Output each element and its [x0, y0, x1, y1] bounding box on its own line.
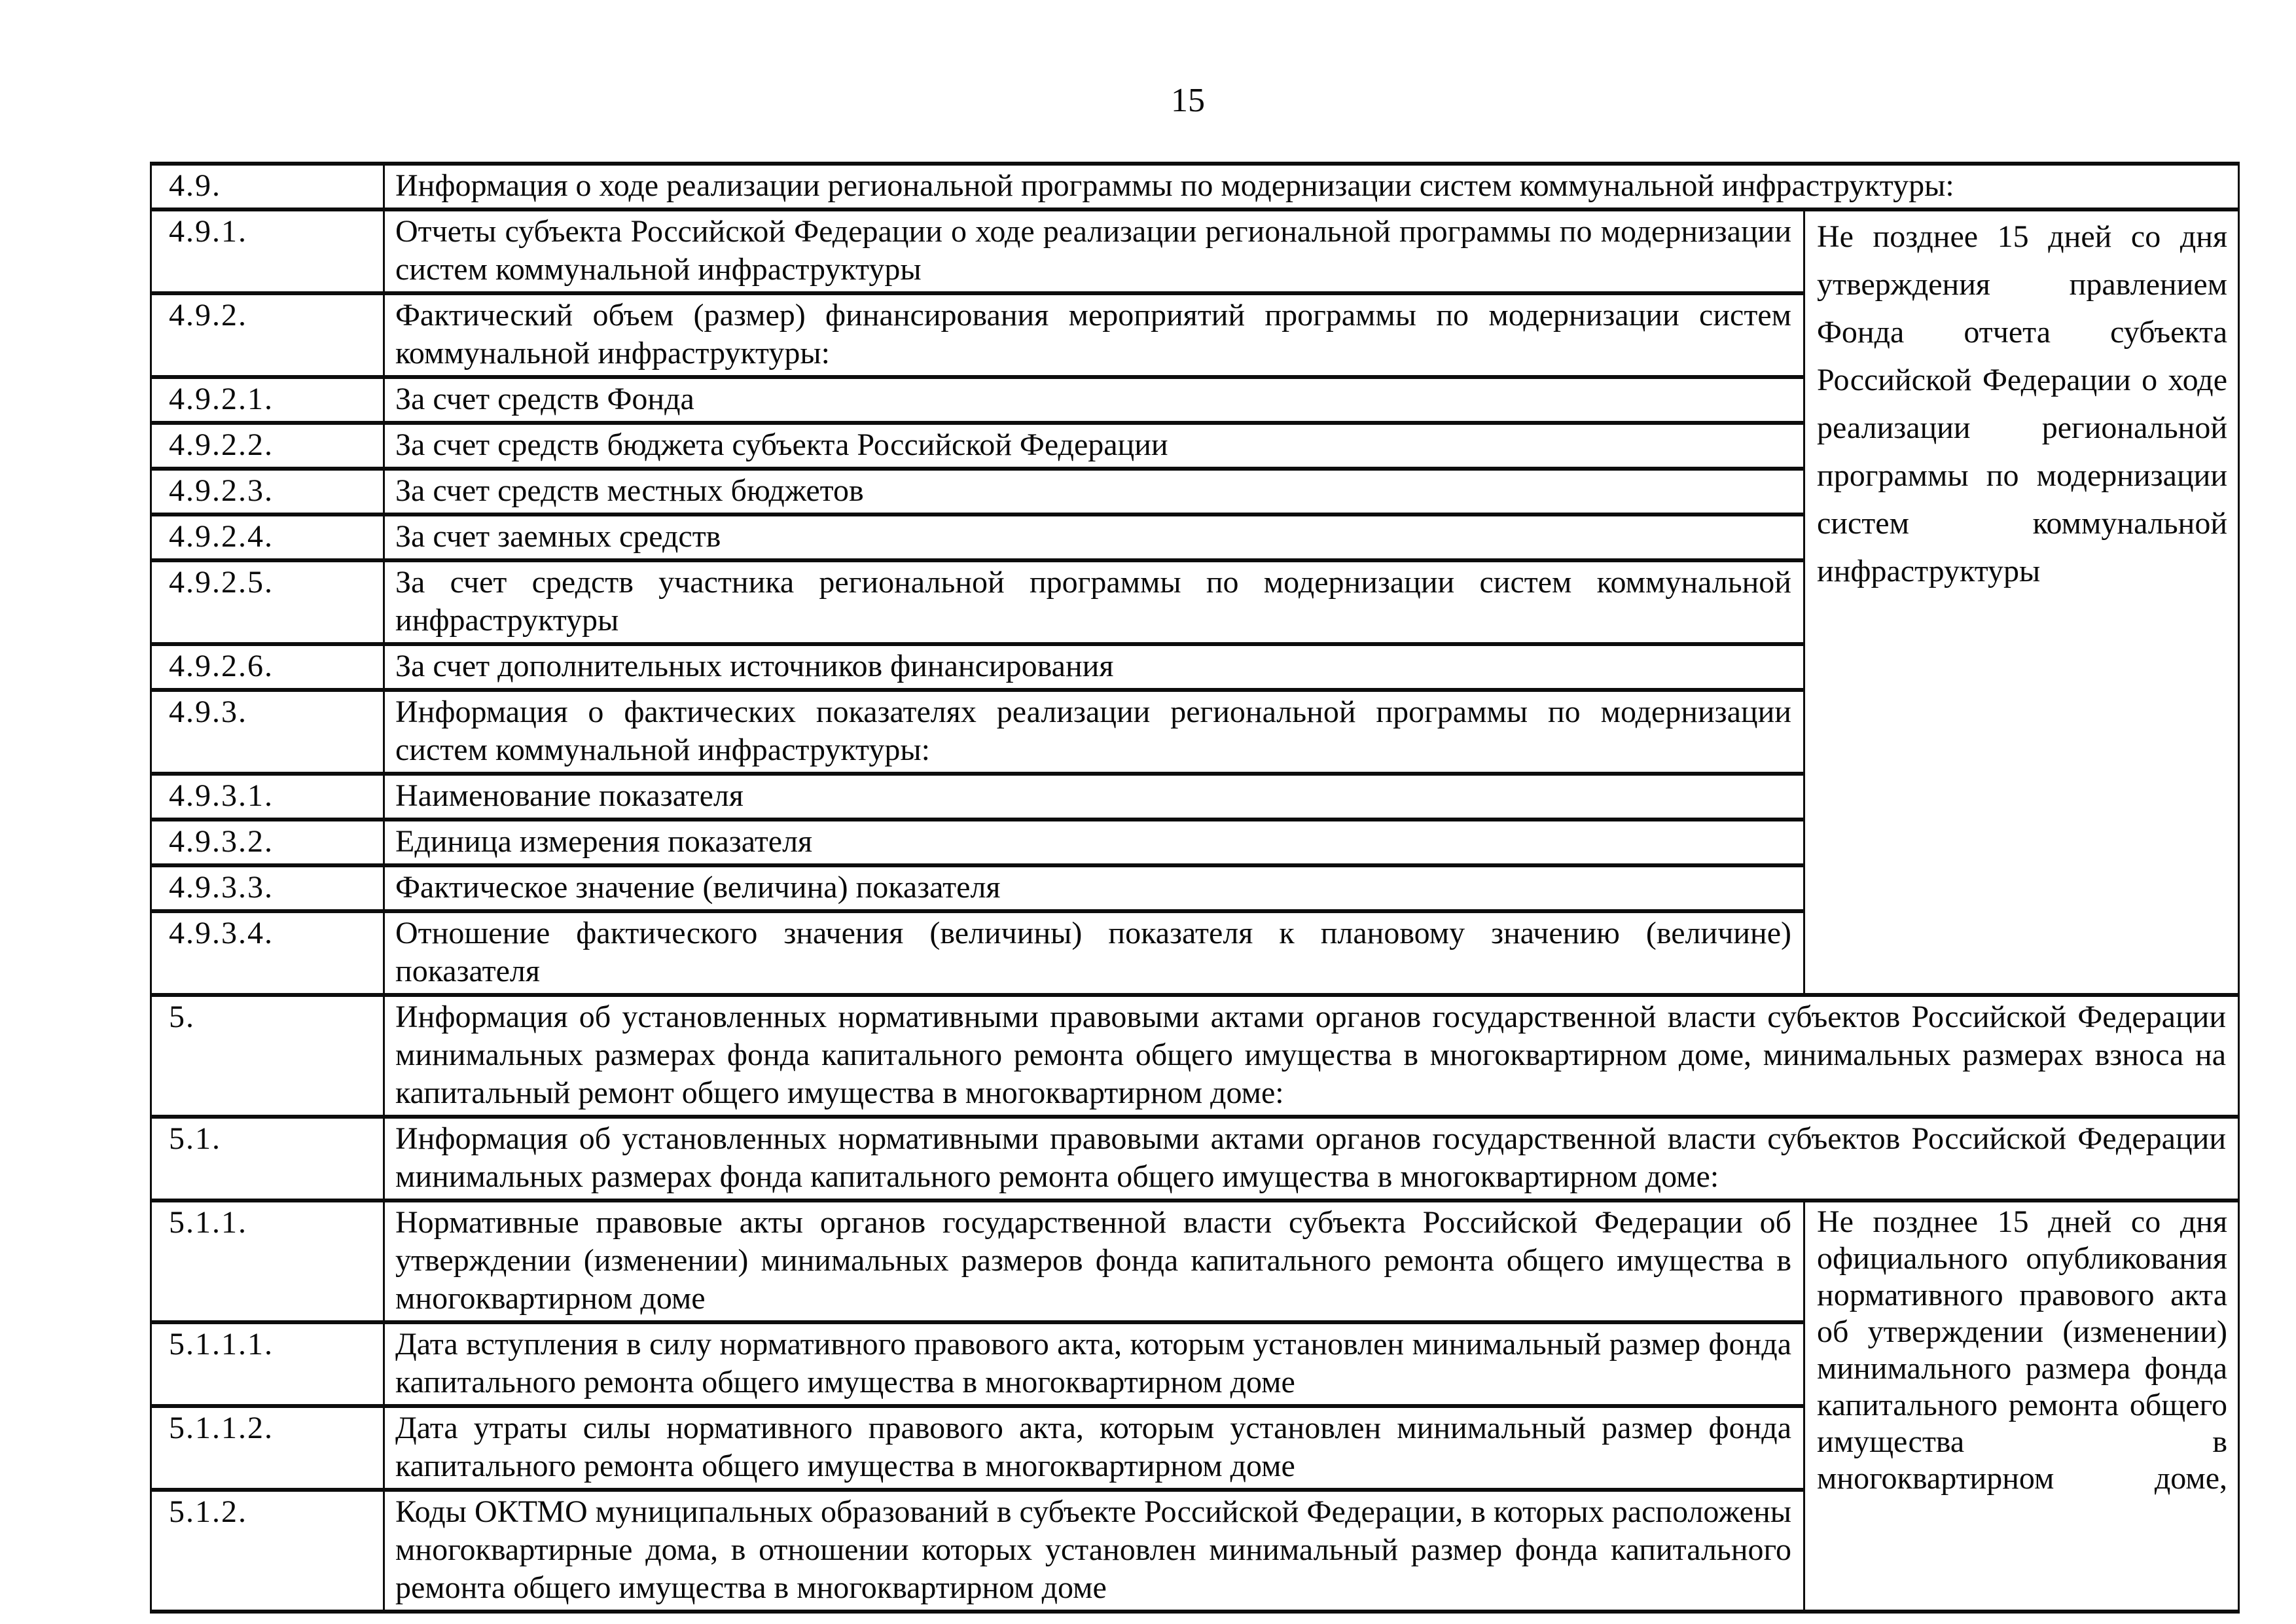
row-number-cell: 4.9.3.3.	[151, 865, 384, 911]
table-row	[151, 1200, 2239, 1322]
row-text-cell: Отношение фактического значения (величины) показателя к плановому значению (величине) показателя	[384, 911, 1804, 995]
row-text-cell: Отчеты субъекта Российской Федерации о ходе реализации региональной программы по модернизации систем коммунальной инфраструктуры	[384, 209, 1804, 293]
row-number-cell: 4.9.3.4.	[151, 911, 384, 995]
row-number-cell: 5.1.1.1.	[151, 1322, 384, 1406]
row-number-cell: 5.1.	[151, 1117, 384, 1200]
deadline-cell: Не позднее 15 дней со дня утверждения правлением Фонда отчета субъекта Российской Федерации о ходе реализации региональной программы по модернизации систем коммунальной инфраструктуры	[1804, 209, 2239, 995]
page-number: 15	[1171, 82, 1205, 119]
row-number-cell: 4.9.3.1.	[151, 774, 384, 820]
row-number-cell: 4.9.1.	[151, 209, 384, 293]
table-row	[151, 1117, 2239, 1200]
row-text-cell: Фактический объем (размер) финансирования мероприятий программы по модернизации систем коммунальной инфраструктуры:	[384, 293, 1804, 377]
row-number-cell: 4.9.2.2.	[151, 423, 384, 469]
row-number-cell: 4.9.2.6.	[151, 644, 384, 690]
row-text-cell: Информация об установленных нормативными правовыми актами органов государственной власти субъектов Российской Федерации минимальных размерах фонда капитального ремонта общего имущества в многоквартирном доме, минимальных размерах взноса на капитальный ремонт общего имущества в многоквартирном доме:	[384, 995, 2239, 1117]
table-row	[151, 995, 2239, 1117]
deadline-cell: Не позднее 15 дней со дня официального опубликования нормативного правового акта об утверждении (изменении) минимального размера фонда капитального ремонта общего имущества в многоквартирном доме,	[1804, 1200, 2239, 1612]
row-number-cell: 4.9.2.4.	[151, 514, 384, 560]
row-text-cell: Единица измерения показателя	[384, 820, 1804, 865]
row-number-cell: 4.9.2.	[151, 293, 384, 377]
row-text-cell: За счет средств местных бюджетов	[384, 469, 1804, 514]
row-text-cell: Информация о ходе реализации региональной программы по модернизации систем коммунальной инфраструктуры:	[384, 164, 2239, 209]
row-number-cell: 5.	[151, 995, 384, 1117]
row-text-cell: Информация о фактических показателях реализации региональной программы по модернизации систем коммунальной инфраструктуры:	[384, 690, 1804, 774]
row-text-cell: За счет средств бюджета субъекта Российской Федерации	[384, 423, 1804, 469]
row-number-cell: 4.9.	[151, 164, 384, 209]
row-text-cell: Дата вступления в силу нормативного правового акта, которым установлен минимальный размер фонда капитального ремонта общего имущества в многоквартирном доме	[384, 1322, 1804, 1406]
row-text-cell: За счет средств Фонда	[384, 377, 1804, 423]
row-text-cell: За счет дополнительных источников финансирования	[384, 644, 1804, 690]
row-number-cell: 4.9.2.1.	[151, 377, 384, 423]
row-number-cell: 5.1.2.	[151, 1490, 384, 1612]
row-text-cell: Нормативные правовые акты органов государственной власти субъекта Российской Федерации об утверждении (изменении) минимальных размеров фонда капитального ремонта общего имущества в многоквартирном доме	[384, 1200, 1804, 1322]
row-number-cell: 4.9.2.5.	[151, 560, 384, 644]
row-number-cell: 4.9.3.2.	[151, 820, 384, 865]
row-number-cell: 5.1.1.	[151, 1200, 384, 1322]
row-text-cell: Информация об установленных нормативными правовыми актами органов государственной власти субъектов Российской Федерации минимальных размерах фонда капитального ремонта общего имущества в многоквартирном доме:	[384, 1117, 2239, 1200]
row-number-cell: 4.9.2.3.	[151, 469, 384, 514]
row-text-cell: Коды ОКТМО муниципальных образований в субъекте Российской Федерации, в которых расположены многоквартирные дома, в отношении которых установлен минимальный размер фонда капитального ремонта общего имущества в многоквартирном доме	[384, 1490, 1804, 1612]
row-text-cell: За счет средств участника региональной программы по модернизации систем коммунальной инфраструктуры	[384, 560, 1804, 644]
row-text-cell: За счет заемных средств	[384, 514, 1804, 560]
table-row	[151, 164, 2239, 209]
row-text-cell: Фактическое значение (величина) показателя	[384, 865, 1804, 911]
row-number-cell: 4.9.3.	[151, 690, 384, 774]
table-row	[151, 209, 2239, 293]
requirements-table	[150, 162, 2240, 1614]
row-number-cell: 5.1.1.2.	[151, 1406, 384, 1490]
row-text-cell: Наименование показателя	[384, 774, 1804, 820]
row-text-cell: Дата утраты силы нормативного правового акта, которым установлен минимальный размер фонда капитального ремонта общего имущества в многоквартирном доме	[384, 1406, 1804, 1490]
